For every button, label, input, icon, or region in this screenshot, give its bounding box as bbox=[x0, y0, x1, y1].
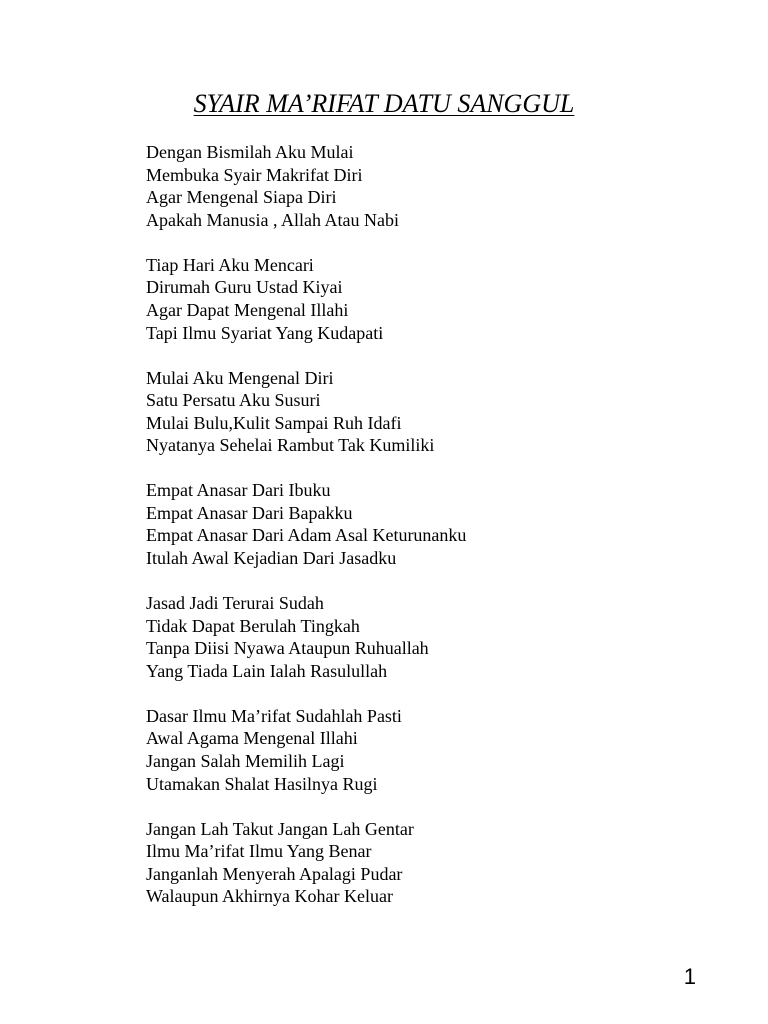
poem-line: Empat Anasar Dari Bapakku bbox=[146, 502, 353, 523]
poem-line: Agar Dapat Mengenal Illahi bbox=[146, 299, 349, 320]
poem-line: Empat Anasar Dari Adam Asal Keturunanku bbox=[146, 525, 467, 546]
poem-line: Ilmu Ma’rifat Ilmu Yang Benar bbox=[146, 841, 372, 862]
poem-line: Mulai Bulu,Kulit Sampai Ruh Idafi bbox=[146, 412, 402, 433]
poem-line: Apakah Manusia , Allah Atau Nabi bbox=[146, 209, 399, 230]
poem-line: Jangan Lah Takut Jangan Lah Gentar bbox=[146, 818, 414, 839]
poem-line: Mulai Aku Mengenal Diri bbox=[146, 367, 334, 388]
stanza-7 bbox=[146, 818, 706, 908]
poem-line: Walaupun Akhirnya Kohar Keluar bbox=[146, 886, 393, 907]
poem-line: Dasar Ilmu Ma’rifat Sudahlah Pasti bbox=[146, 705, 402, 726]
poem-line: Jangan Salah Memilih Lagi bbox=[146, 751, 345, 772]
poem-line: Tiap Hari Aku Mencari bbox=[146, 254, 314, 275]
poem-line: Nyatanya Sehelai Rambut Tak Kumiliki bbox=[146, 435, 435, 456]
poem-line: Jasad Jadi Terurai Sudah bbox=[146, 593, 324, 614]
stanza-2 bbox=[146, 254, 706, 344]
poem-line: Tidak Dapat Berulah Tingkah bbox=[146, 615, 360, 636]
stanza-5 bbox=[146, 592, 706, 682]
stanza-6 bbox=[146, 705, 706, 795]
poem-line: Dengan Bismilah Aku Mulai bbox=[146, 142, 354, 162]
document-title: SYAIR MA’RIFAT DATU SANGGUL bbox=[193, 89, 575, 118]
poem-line: Tanpa Diisi Nyawa Ataupun Ruhuallah bbox=[146, 638, 429, 659]
poem-line: Awal Agama Mengenal Illahi bbox=[146, 728, 358, 749]
poem-line: Utamakan Shalat Hasilnya Rugi bbox=[146, 773, 378, 794]
poem-line: Satu Persatu Aku Susuri bbox=[146, 390, 321, 411]
poem-line: Itulah Awal Kejadian Dari Jasadku bbox=[146, 548, 397, 569]
poem-line: Yang Tiada Lain Ialah Rasulullah bbox=[146, 660, 388, 681]
poem-line: Janganlah Menyerah Apalagi Pudar bbox=[146, 863, 403, 884]
poem-line: Tapi Ilmu Syariat Yang Kudapati bbox=[146, 322, 384, 343]
stanza-1 bbox=[146, 141, 706, 231]
poem-line: Empat Anasar Dari Ibuku bbox=[146, 480, 331, 501]
stanza-4 bbox=[146, 479, 706, 569]
poem-line: Agar Mengenal Siapa Diri bbox=[146, 187, 337, 208]
page-number: 1 bbox=[683, 964, 696, 989]
stanza-3 bbox=[146, 367, 706, 457]
poem-line: Dirumah Guru Ustad Kiyai bbox=[146, 277, 343, 298]
poem-line: Membuka Syair Makrifat Diri bbox=[146, 164, 363, 185]
poem-body bbox=[146, 141, 706, 930]
